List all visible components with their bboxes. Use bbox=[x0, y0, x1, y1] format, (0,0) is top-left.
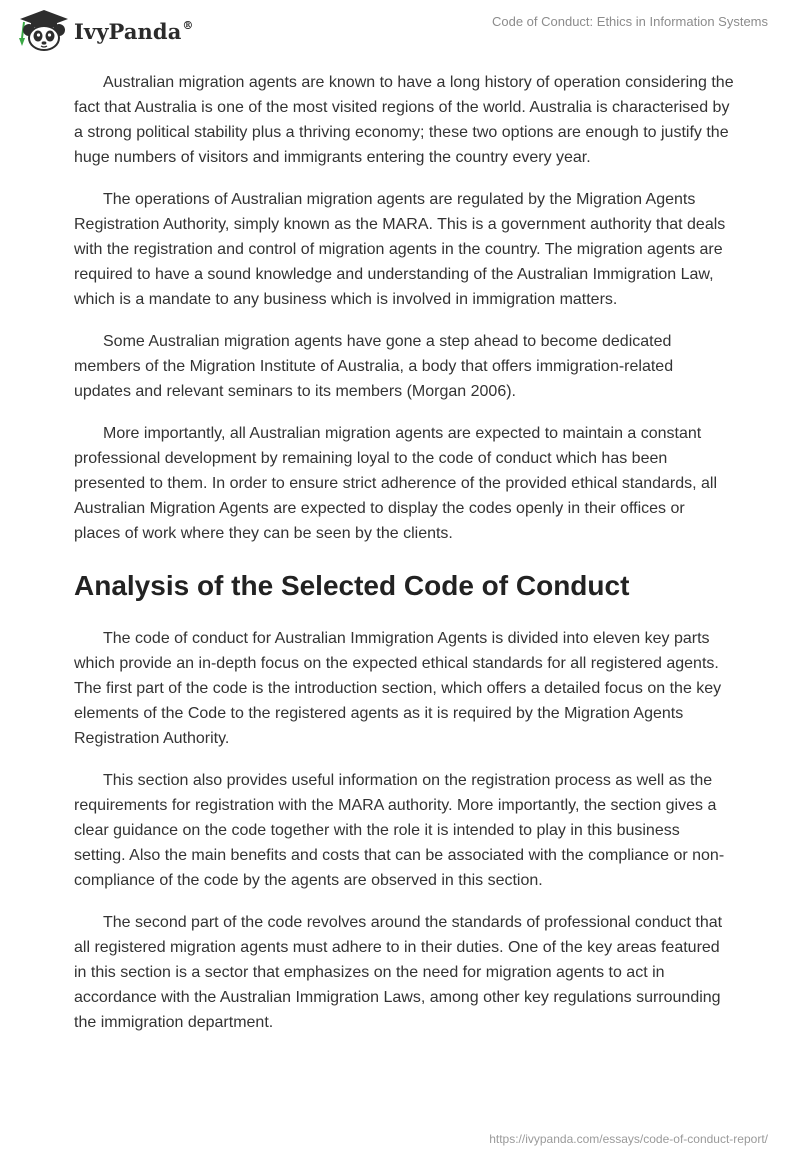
panda-graduation-cap-icon bbox=[14, 8, 70, 52]
source-url[interactable]: https://ivypanda.com/essays/code-of-conduct-report/ bbox=[489, 1132, 768, 1146]
essay-content bbox=[74, 70, 734, 1052]
paragraph: Australian migration agents are known to have a long history of operation considering the fact that Australia is one of the most visited regions of the world. Australia is characterised by a strong political stability plus a thriving economy; these two options are enough to justify the huge numbers of visitors and immigrants entering the country every year. bbox=[74, 74, 734, 166]
paragraph: This section also provides useful information on the registration process as well as the requirements for registration with the MARA authority. More importantly, the section gives a clear guidance on the code together with the role it is intended to play in this business setting. Also the main benefits and costs that can be associated with the compliance or non-compliance of the code by the agents are observed in this section. bbox=[74, 772, 725, 889]
page-header bbox=[0, 0, 800, 60]
brand-name-text: IvyPanda bbox=[74, 18, 182, 44]
paragraph: The operations of Australian migration agents are regulated by the Migration Agents Registration Authority, simply known as the MARA. This is a government authority that deals with the registration and control of migration agents in the country. The migration agents are required to have a sound knowledge and understanding of the Australian Immigration Law, which is a mandate to any business which is involved in immigration matters. bbox=[74, 191, 726, 308]
brand-name bbox=[74, 19, 194, 44]
paragraph: The second part of the code revolves around the standards of professional conduct that all registered migration agents must adhere to in their duties. One of the key areas featured in this section is a sector that emphasizes on the need for migration agents to act in accordance with the Australian Immigration Laws, among other key regulations surrounding the immigration department. bbox=[74, 914, 723, 1031]
registered-mark: ® bbox=[182, 18, 194, 32]
paragraph: The code of conduct for Australian Immigration Agents is divided into eleven key parts which provide an in-depth focus on the expected ethical standards for all registered agents. The first part of the code is the introduction section, which offers a detailed focus on the key elements of the Code to the registered agents as it is required by the Migration Agents Registration Authority. bbox=[74, 630, 722, 747]
paragraph: Some Australian migration agents have gone a step ahead to become dedicated members of the Migration Institute of Australia, a body that offers immigration-related updates and relevant seminars to its members (Morgan 2006). bbox=[74, 333, 674, 400]
document-title: Code of Conduct: Ethics in Information Systems bbox=[491, 14, 768, 29]
paragraph: More importantly, all Australian migration agents are expected to maintain a constant professional development by remaining loyal to the code of conduct which has been presented to them. In order to ensure strict adherence of the provided ethical standards, all Australian Migration Agents are expected to display the codes openly in their offices or places of work where they can be seen by the clients. bbox=[74, 425, 718, 542]
section-heading: Analysis of the Selected Code of Conduct bbox=[74, 570, 630, 601]
ivypanda-logo[interactable] bbox=[14, 8, 194, 52]
